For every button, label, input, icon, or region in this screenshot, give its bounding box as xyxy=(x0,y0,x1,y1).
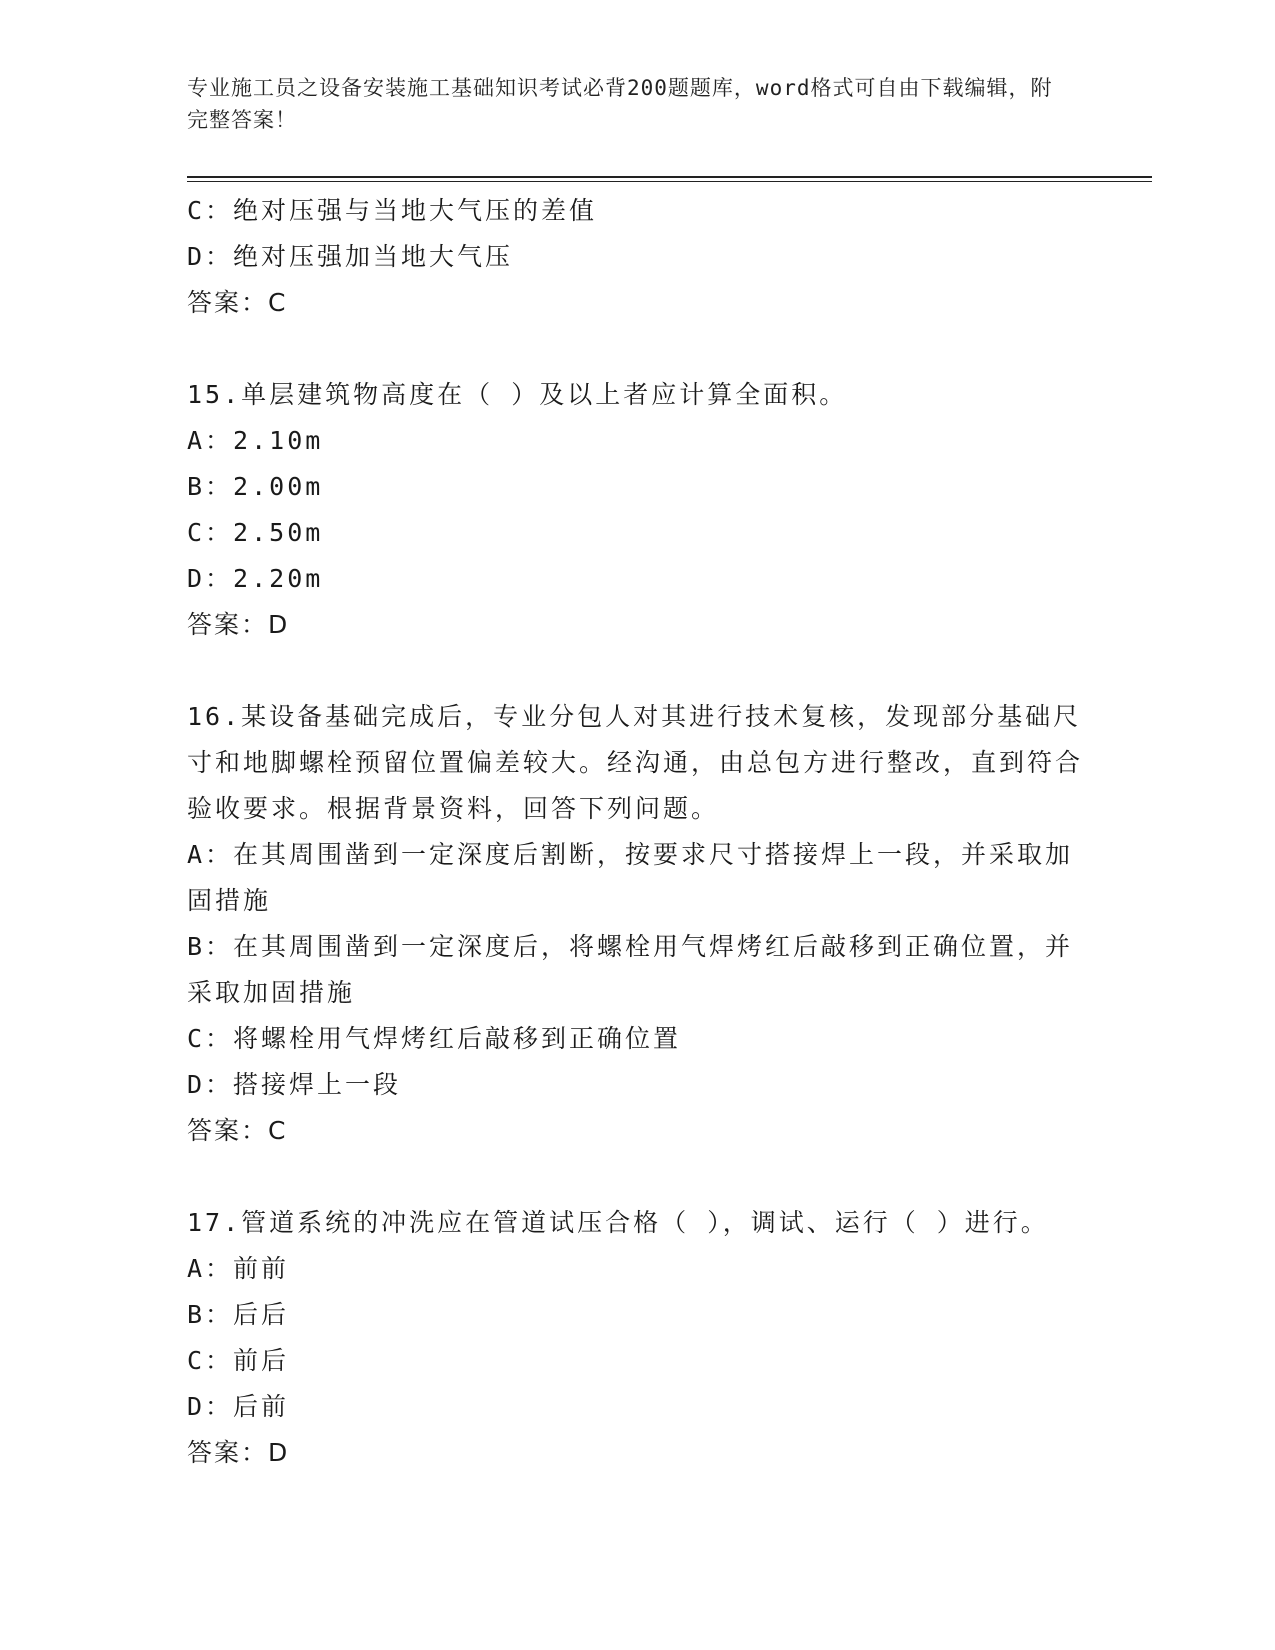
spacer xyxy=(187,648,1087,694)
question-17-text: 17.管道系统的冲洗应在管道试压合格（ ），调试、运行（ ）进行。 xyxy=(187,1208,1049,1237)
question-content xyxy=(187,188,1087,1476)
q15-answer: 答案：D xyxy=(187,610,290,639)
option-c: C：绝对压强与当地大气压的差值 xyxy=(187,196,598,225)
q17-answer: 答案：D xyxy=(187,1438,290,1467)
question-16-text: 16.某设备基础完成后，专业分包人对其进行技术复核，发现部分基础尺寸和地脚螺栓预留位置偏差较大。经沟通，由总包方进行整改，直到符合验收要求。根据背景资料，回答下列问题。 xyxy=(187,702,1084,823)
header-divider-thick xyxy=(187,176,1152,178)
q15-option-d: D：2.20m xyxy=(187,564,324,593)
q16-option-b: B：在其周围凿到一定深度后，将螺栓用气焊烤红后敲移到正确位置，并采取加固措施 xyxy=(187,932,1074,1007)
q17-option-b: B：后后 xyxy=(187,1300,290,1329)
header-divider-thin xyxy=(187,181,1152,182)
option-d: D：绝对压强加当地大气压 xyxy=(187,242,514,271)
q16-option-c: C：将螺栓用气焊烤红后敲移到正确位置 xyxy=(187,1024,682,1053)
q16-option-d: D：搭接焊上一段 xyxy=(187,1070,402,1099)
q17-option-d: D：后前 xyxy=(187,1392,290,1421)
spacer xyxy=(187,1154,1087,1200)
q16-option-a: A：在其周围凿到一定深度后割断，按要求尺寸搭接焊上一段，并采取加固措施 xyxy=(187,840,1074,915)
answer-line: 答案：C xyxy=(187,288,288,317)
q17-option-c: C：前后 xyxy=(187,1346,290,1375)
q15-option-c: C：2.50m xyxy=(187,518,324,547)
q15-option-a: A：2.10m xyxy=(187,426,324,455)
q16-answer: 答案：C xyxy=(187,1116,288,1145)
q15-option-b: B：2.00m xyxy=(187,472,324,501)
document-header-title: 专业施工员之设备安装施工基础知识考试必背200题题库，word格式可自由下载编辑，附完整答案！ xyxy=(187,76,1053,132)
question-15-text: 15.单层建筑物高度在（ ）及以上者应计算全面积。 xyxy=(187,380,848,409)
q17-option-a: A：前前 xyxy=(187,1254,290,1283)
spacer xyxy=(187,326,1087,372)
